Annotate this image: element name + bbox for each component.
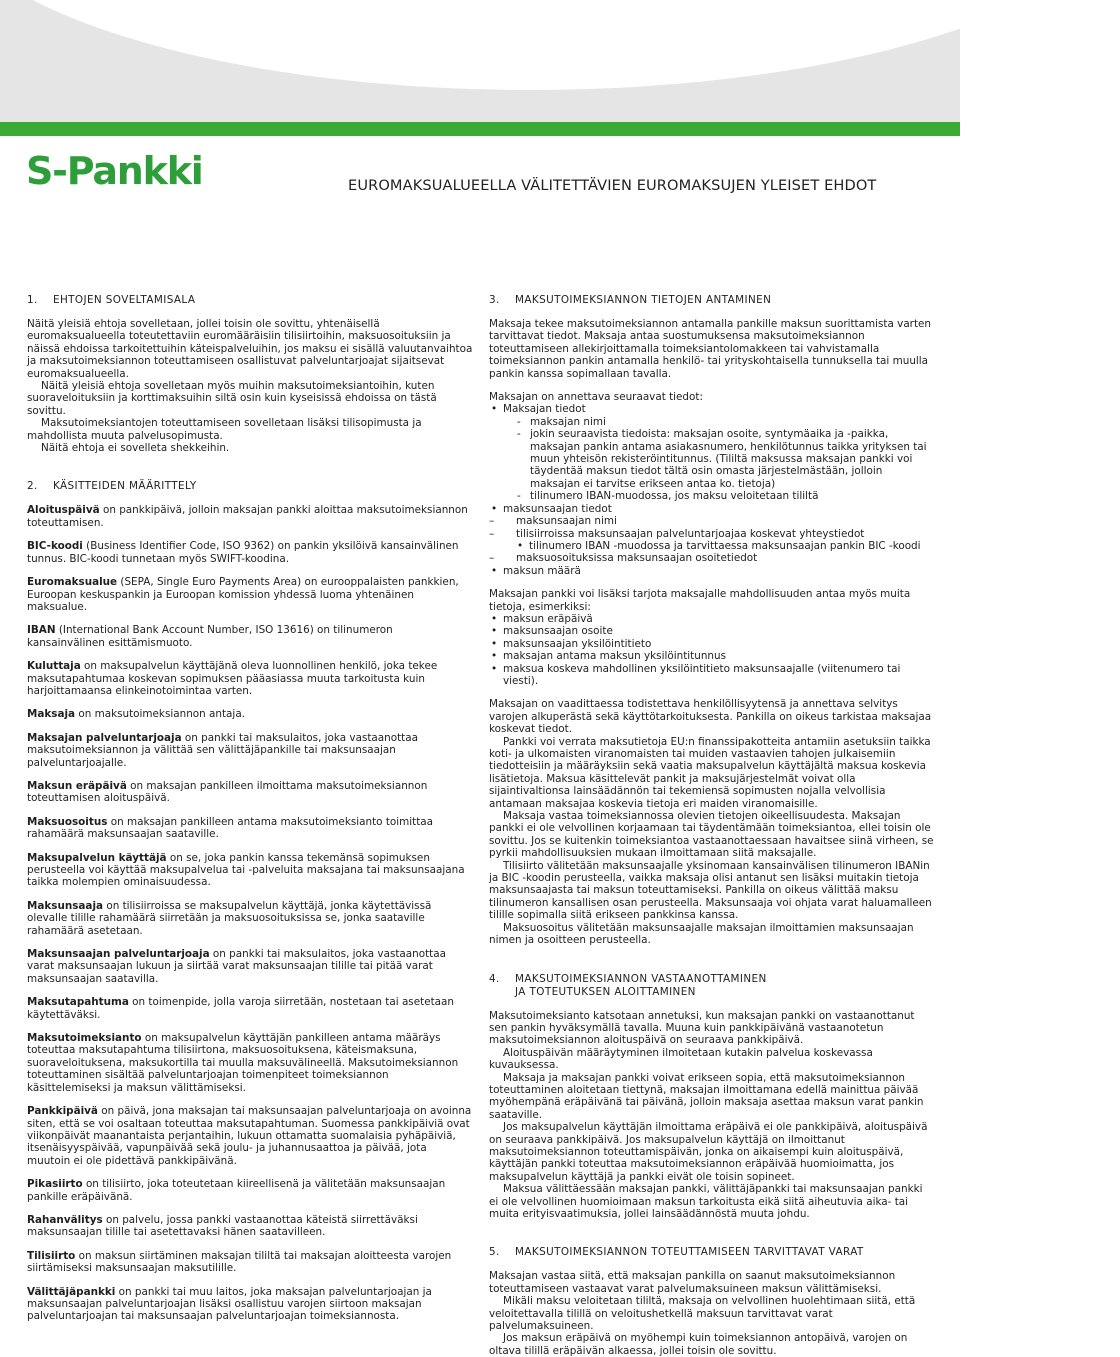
list-item: • maksunsaajan yksilöintitieto <box>489 638 935 650</box>
definition-item <box>27 780 473 805</box>
definition-item <box>27 1214 473 1239</box>
definition-term: Pikasiirto <box>27 1178 83 1191</box>
left-column <box>27 294 473 1334</box>
definition-text: on maksajan pankilleen ilmoittama maksutoimeksiannon toteuttamisen aloituspäivä. <box>27 779 428 805</box>
payee-sub-list <box>489 540 935 552</box>
list-item: • tilinumero IBAN -muodossa ja tarvittaessa maksunsaajan pankin BIC -koodi <box>489 540 935 552</box>
list-item: – maksunsaajan nimi <box>489 515 935 527</box>
payee-info-list <box>489 515 935 540</box>
definition-term: Maksupalvelun käyttäjä <box>27 851 167 864</box>
list-item: • maksua koskeva mahdollinen yksilöintitieto maksunsaajalle (viitenumero tai viesti). <box>489 663 935 688</box>
brand-stripe <box>0 122 960 136</box>
required-info-list <box>489 403 935 515</box>
document-title: EUROMAKSUALUEELLA VÄLITETTÄVIEN EUROMAKSUJEN YLEISET EHDOT <box>348 177 877 194</box>
definition-item <box>27 504 473 529</box>
payee-info-list <box>489 552 935 564</box>
definition-text: on maksun siirtäminen maksajan tililtä tai maksajan aloitteesta varojen siirtämiseksi maksunsaajan maksutilille. <box>27 1249 452 1275</box>
definition-term: Maksajan palveluntarjoaja <box>27 731 182 744</box>
s3-paragraph: Maksajan pankki voi lisäksi tarjota maksajalle mahdollisuuden antaa myös muita tietoja, esimerkiksi: <box>489 588 911 613</box>
definition-text: on palvelu, jossa pankki vastaanottaa käteistä siirrettäväksi maksunsaajan tilille tai asetettavaksi hänen saatavilleen. <box>27 1213 418 1239</box>
definition-item <box>27 624 473 649</box>
definition-term: Maksun eräpäivä <box>27 779 127 792</box>
right-column <box>489 294 935 1357</box>
definition-text: on pankki tai maksulaitos, joka vastaanottaa varat maksunsaajan lukuun ja siirtää varat maksunsaajan tilille tai pitää varat maksunsaajan saatavilla. <box>27 948 446 985</box>
definition-text: on maksupalvelun käyttäjänä oleva luonnollinen henkilö, joka tekee maksutapahtumaa koskevan sopimuksen pääasiassa muuta tarkoitusta kuin harjoittamaansa elinkeinotoimintaa varten. <box>27 660 438 697</box>
definition-term: Rahanvälitys <box>27 1213 103 1226</box>
definition-term: BIC-koodi <box>27 540 83 553</box>
definition-term: Välittäjäpankki <box>27 1285 116 1298</box>
s3-paragraph: Tilisiirto välitetään maksunsaajalle yksinomaan kansainvälisen tilinumeron IBANin ja BIC -koodin perusteella, vaikka maksaja olisi antanut sen lisäksi muitakin tietoja maksunsaajasta tai maksun toteuttamiseksi. Pankilla on oikeus välittää maksu tilinumeron kansallisen osan perusteella. Maksunsaaja voi ohjata varat haluamalleen tilille sopimalla siitä erikseen pankkinsa kanssa. <box>489 859 932 922</box>
s-pankki-logo: S-Pankki <box>26 149 203 193</box>
optional-info-list <box>489 613 935 687</box>
definition-item <box>27 660 473 697</box>
definition-term: IBAN <box>27 624 56 637</box>
definition-term: Maksunsaaja <box>27 899 104 912</box>
definition-term: Euromaksualue <box>27 576 118 589</box>
definition-term: Kuluttaja <box>27 660 81 673</box>
definition-item <box>27 708 473 720</box>
s3-paragraph: Maksaja vastaa toimeksiannossa olevien tietojen oikeellisuudesta. Maksajan pankki ei ole velvollinen korjaamaan tai täydentämään toimeksiantoa, ellei toisin ole sovittu. Jos se kuitenkin toimeksiantoa vastaanottaessaan havaitsee siinä virheen, se pyrkii mahdollisuuksien mukaan ilmoittamaan siitä maksajalle. <box>489 810 934 860</box>
definition-text: on se, joka pankin kanssa tekemänsä sopimuksen perusteella voi käyttää maksupalvelua tai -palveluita maksajana tai maksunsaajana taikka molempien ominaisuudessa. <box>27 851 465 889</box>
header-band <box>0 0 960 122</box>
s3-paragraph: Maksajan on vaadittaessa todistettava henkilöllisyytensä ja annettava selvitys varojen alkuperästä sekä käyttötarkoituksesta. Pankilla on oikeus tarkistaa maksajaa koskevat tiedot. <box>489 698 932 736</box>
s1-paragraph: Näitä yleisiä ehtoja sovelletaan myös muihin maksutoimeksiantoihin, kuten suoraveloituksiin ja korttimaksuihin siltä osin kuin kyseisissä ehdoissa on tästä sovittu. <box>27 380 437 417</box>
section-3-heading: 3. MAKSUTOIMEKSIANNON TIETOJEN ANTAMINEN <box>489 294 772 306</box>
definition-text: (International Bank Account Number, ISO 13616) on tilinumeron kansainvälinen esittämismuoto. <box>27 624 393 649</box>
definition-text: on maksutoimeksiannon antaja. <box>75 708 245 721</box>
definition-item <box>27 816 473 841</box>
s5-paragraph: Mikäli maksu veloitetaan tililtä, maksaja on velvollinen huolehtimaan siitä, että veloitettavalla tilillä on veloitushetkellä maksuun tarvittavat varat palvelumaksuineen. <box>489 1295 916 1333</box>
s1-paragraph: Näitä ehtoja ei sovelleta shekkeihin. <box>41 442 230 455</box>
list-item: - tilinumero IBAN-muodossa, jos maksu veloitetaan tililtä <box>503 490 935 502</box>
s3-paragraph: Maksajan on annettava seuraavat tiedot: <box>489 391 703 404</box>
definition-text: on päivä, jona maksajan tai maksunsaajan palveluntarjoaja on avoinna siten, että se voi osaltaan toteuttaa maksutapahtuman. Suomessa pankkipäiviä ovat viikonpäivät maanantaista perjantaihin, lukuun ottamatta suomalaisia pyhäpäiviä, itsenäisyyspäivää, vapunpäivää sekä joulu- ja juhannusaattoa ja päivää, jota muutoin ei ole pidettävä pankkipäivänä. <box>27 1105 472 1167</box>
section-1-heading: 1. EHTOJEN SOVELTAMISALA <box>27 294 196 306</box>
list-item: • maksun eräpäivä <box>489 613 935 625</box>
definition-text: on pankkipäivä, jolloin maksajan pankki aloittaa maksutoimeksiannon toteuttamisen. <box>27 504 468 529</box>
list-item: • maksunsaajan tiedot <box>489 503 935 515</box>
definition-term: Maksutapahtuma <box>27 996 129 1009</box>
header-curve <box>0 0 1120 90</box>
definition-text: on tilisiirto, joka toteutetaan kiireellisenä ja välitetään maksunsaajan pankille eräpäivänä. <box>27 1178 446 1203</box>
definition-text: on maksupalvelun käyttäjän pankilleen antama määräys toteuttaa maksutapahtuma tilisiirtona, maksuosoituksena, käteismaksuna, suoraveloituksena, maksukortilla tai muulla maksuvälineellä. Maksutoimeksiannon toteuttaminen sisältää palveluntarjoajan toimenpiteet toimeksiannon käsittelemiseksi ja maksun välittämiseksi. <box>27 1032 459 1094</box>
definition-text: (SEPA, Single Euro Payments Area) on eurooppalaisten pankkien, Euroopan keskuspankin ja Euroopan komission yhdessä luoma yhtenäinen maksualue. <box>27 576 459 613</box>
amount-list <box>489 565 935 577</box>
definition-text: on maksajan pankilleen antama maksutoimeksianto toimittaa rahamäärä maksunsaajan saataville. <box>27 815 434 841</box>
definition-text: on pankki tai muu laitos, joka maksajan palveluntarjoajan ja maksunsaajan palveluntarjoajan lisäksi osallistuu varojen siirtoon maksajan palveluntarjoajan tai maksunsaajan palveluntarjoajan toimeksiannosta. <box>27 1285 432 1323</box>
section-4-heading: 4. MAKSUTOIMEKSIANNON VASTAANOTTAMINEN JA TOTEUTUKSEN ALOITTAMINEN <box>489 972 767 998</box>
definition-term: Tilisiirto <box>27 1249 76 1262</box>
definition-item <box>27 900 473 937</box>
definition-item <box>27 1032 473 1094</box>
section-5-heading: 5. MAKSUTOIMEKSIANNON TOTEUTTAMISEEN TARVITTAVAT VARAT <box>489 1246 864 1259</box>
list-item: – tilisiirroissa maksunsaajan palveluntarjoajaa koskevat yhteystiedot <box>489 528 935 540</box>
list-item: • maksun määrä <box>489 565 935 577</box>
list-item: - maksajan nimi <box>503 416 935 428</box>
definition-item <box>27 996 473 1021</box>
s4-paragraph: Aloituspäivän määräytyminen ilmoitetaan kutakin palvelua koskevassa kuvauksessa. <box>489 1046 873 1072</box>
definition-text: on pankki tai maksulaitos, joka vastaanottaa maksutoimeksiannon ja välittää sen välittäjäpankille tai maksunsaajan palveluntarjoajalle. <box>27 731 418 769</box>
s4-paragraph: Maksaja ja maksajan pankki voivat erikseen sopia, että maksutoimeksiannon toteuttaminen aloitetaan tiettynä, maksajan ilmoittamana edellä mainittua päivää myöhempänä eräpäivänä tai päivänä, jolloin maksaja asettaa maksun varat pankin saataville. <box>489 1071 924 1121</box>
definition-item <box>27 852 473 889</box>
definition-term: Maksaja <box>27 708 76 721</box>
definition-text: on tilisiirroissa se maksupalvelun käyttäjä, jonka käytettävissä olevalle tilille rahamäärä siirretään ja maksuosoituksissa se, jonka saataville rahamäärä asetetaan. <box>27 899 432 937</box>
list-item: - jokin seuraavista tiedoista: maksajan osoite, syntymäaika ja -paikka, maksajan pankin antama asiakasnumero, henkilötunnus taikka yrityksen tai muun yhteisön rekisteröintitunnus. (Tililtä maksussa maksajan pankki voi täydentää maksun tiedot tältä osin omasta järjestelmästään, jolloin maksajan ei tarvitse erikseen antaa ko. tietoja) <box>503 428 935 490</box>
s3-paragraph: Pankki voi verrata maksutietoja EU:n finanssipakotteita antamiin asetuksiin taikka koti- ja ulkomaisten viranomaisten tai muiden vastaavien tahojen julkaisemiin tiedotteisiin ja määräyksiin sekä vaatia maksupalvelun käyttäjältä maksua koskevia lisätietoja. Maksua käsittelevät pankit ja maksujärjestelmät voivat olla sijaintivaltionsa lainsäädännön tai tekemiensä sopimusten nojalla velvollisia antamaan maksajaa koskevia tietoja eri maiden viranomaisille. <box>489 735 931 810</box>
s4-paragraph: Maksutoimeksianto katsotaan annetuksi, kun maksajan pankki on vastaanottanut sen pankin hyväksymällä tavalla. Muuna kuin pankkipäivänä vastaanotetun maksutoimeksiannon aloituspäivä on seuraava pankkipäivä. <box>489 1009 915 1047</box>
s4-paragraph: Maksua välittäessään maksajan pankki, välittäjäpankki tai maksunsaajan pankki ei ole velvollinen huomioimaan maksun tarkoitusta eikä siitä aiheutuvia aika- tai muita erityisvaatimuksia, jollei lainsäädännöstä muuta johdu. <box>489 1183 923 1220</box>
s4-paragraph: Jos maksupalvelun käyttäjän ilmoittama eräpäivä ei ole pankkipäivä, aloituspäivä on seuraava pankkipäivä. Jos maksupalvelun käyttäjä on ilmoittanut maksutoimeksiannon toteuttamispäivän, jonka on aikaisempi kuin aloituspäivä, käyttäjän pankki toteuttaa maksutoimeksiannon eräpäivää huomioimatta, jos maksupalvelun käyttäjä ja pankki eivät ole toisin sopineet. <box>489 1121 928 1183</box>
s5-paragraph: Jos maksun eräpäivä on myöhempi kuin toimeksiannon antopäivä, varojen on oltava tilillä eräpäivän alkaessa, jollei toisin ole sovittu. <box>489 1332 908 1357</box>
definition-item <box>27 1286 473 1323</box>
s5-paragraph: Maksajan vastaa siitä, että maksajan pankilla on saanut maksutoimeksiannon toteuttamiseen vastaavat varat palvelumaksuineen maksun välittämiseksi. <box>489 1270 896 1295</box>
s1-paragraph: Näitä yleisiä ehtoja sovelletaan, jollei toisin ole sovittu, yhtenäisellä euromaksualueella toteutettaviin euromääräisiin tilisiirtoihin, maksuosoituksiin ja näissä ehdoissa tarkoitettuihin käteispalveluihin, jos maksu ei sisällä valuutanvaihtoa ja maksutoimeksiannon toteuttamiseen osallistuvat palveluntarjoajat sijaitsevat euromaksualueella. <box>27 318 473 380</box>
definition-item <box>27 732 473 769</box>
definitions-list <box>27 504 473 1322</box>
definition-text: on toimenpide, jolla varoja siirretään, nostetaan tai asetetaan käytettäväksi. <box>27 996 454 1021</box>
list-item: • maksunsaajan osoite <box>489 625 935 637</box>
definition-term: Aloituspäivä <box>27 504 100 517</box>
list-item: • Maksajan tiedot - maksajan nimi - jokin seuraavista tiedoista: maksajan osoite, syntymäaika ja -paikka, maksajan pankin antama asiakasnumero, henkilötunnus taikka yrityksen tai muun yhteisön rekisteröintitunnus. (Tililtä maksussa maksajan pankki voi täydentää maksun tiedot tältä osin omasta järjestelmästään, jolloin maksajan ei tarvitse erikseen antaa ko. tietoja) - tilinumero IBAN-muodossa, jos maksu veloitetaan tililtä <box>489 403 935 502</box>
definition-term: Maksunsaajan palveluntarjoaja <box>27 948 210 961</box>
definition-text: (Business Identifier Code, ISO 9362) on pankin yksilöivä kansainvälinen tunnus. BIC-koodi tunnetaan myös SWIFT-koodina. <box>27 540 459 565</box>
section-2-heading: 2. KÄSITTEIDEN MÄÄRITTELY <box>27 480 197 493</box>
s3-paragraph: Maksuosoitus välitetään maksunsaajalle maksajan ilmoittamien maksunsaajan nimen ja osoitteen perusteella. <box>489 921 914 947</box>
definition-term: Maksuosoitus <box>27 815 108 828</box>
definition-item <box>27 1105 473 1167</box>
list-item: • maksajan antama maksun yksilöintitunnus <box>489 650 935 662</box>
definition-item <box>27 1250 473 1275</box>
list-item: – maksuosoituksissa maksunsaajan osoitetiedot <box>489 552 935 564</box>
definition-item <box>27 576 473 613</box>
definition-item <box>27 540 473 565</box>
s1-paragraph: Maksutoimeksiantojen toteuttamiseen sovelletaan lisäksi tilisopimusta ja mahdollista muuta palvelusopimusta. <box>27 417 422 442</box>
definition-term: Maksutoimeksianto <box>27 1032 142 1045</box>
definition-item <box>27 948 473 985</box>
definition-term: Pankkipäivä <box>27 1105 98 1118</box>
definition-item <box>27 1178 473 1203</box>
s3-paragraph: Maksaja tekee maksutoimeksiannon antamalla pankille maksun suorittamista varten tarvittavat tiedot. Maksaja antaa suostumuksensa maksutoimeksiannon toteuttamiseen allekirjoittamalla toimeksiantolomakkeen tai vahvistamalla toimeksiannon pankin antamalla henkilö- tai yrityskohtaisella tunnuksella tai muulla pankin kanssa sopimallaan tavalla. <box>489 318 932 380</box>
